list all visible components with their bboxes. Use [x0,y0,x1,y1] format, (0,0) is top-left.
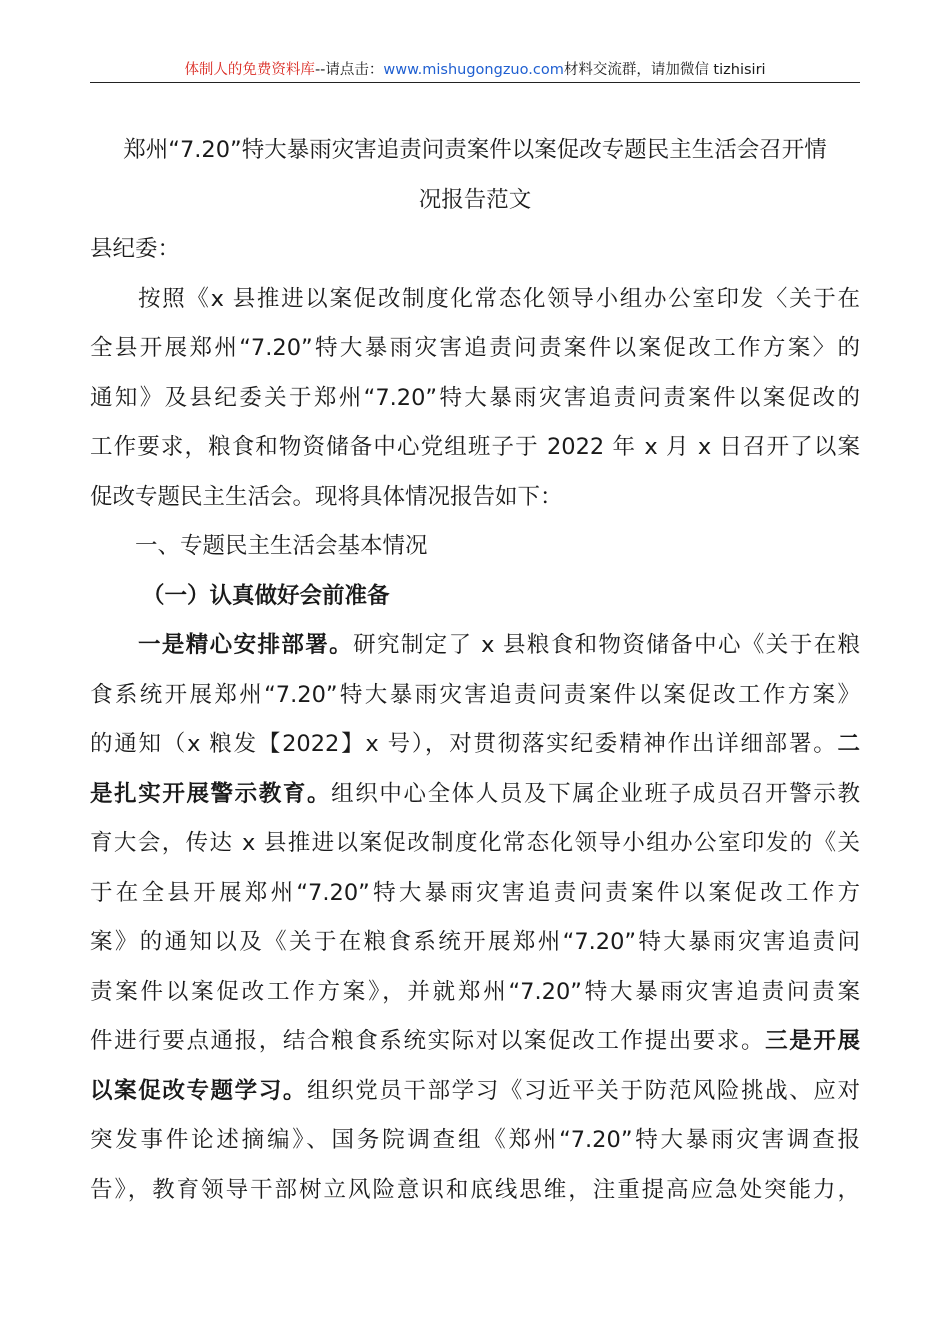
subsection-heading: （一）认真做好会前准备 [142,582,390,609]
header-divider [90,82,860,83]
intro-line: 按照《x 县推进以案促改制度化常态化领导小组办公室印发〈关于在 [138,285,860,312]
body-text: 研究制定了 x 县粮食和物资储备中心《关于在粮 [353,632,860,658]
header-prompt: --请点击： [314,62,384,78]
point-lead: 二 [837,731,860,757]
body-line: 于在全县开展郑州“7.20”特大暴雨灾害追责问责案件以案促改工作方 [90,879,860,906]
point-lead: 三是开展 [765,1028,860,1054]
body-line [90,1017,860,1067]
body-line [90,621,860,671]
document-title [90,126,860,225]
header-url-link[interactable]: www.mishugongzuo.com [383,62,564,78]
intro-paragraph [90,275,860,523]
body-text: 组织党员干部学习《习近平关于防范风险挑战、应对 [307,1077,860,1104]
body-line: 突发事件论述摘编》、国务院调查组《郑州“7.20”特大暴雨灾害调查报 [90,1127,860,1153]
body-line: 育大会，传达 x 县推进以案促改制度化常态化领导小组办公室印发的《关 [90,830,860,856]
title-line-2: 况报告范文 [418,186,532,213]
body-line: 案》的通知以及《关于在粮食系统开展郑州“7.20”特大暴雨灾害追责问 [90,929,860,955]
point-lead: 一是精心安排部署。 [138,632,354,658]
header-brand: 体制人的免费资料库 [184,62,315,78]
body-line [90,770,860,820]
intro-line: 促改专题民主生活会。现将具体情况报告如下： [90,483,563,510]
body-text: 组织中心全体人员及下属企业班子成员召开警示教 [331,780,860,807]
intro-line: 通知》及县纪委关于郑州“7.20”特大暴雨灾害追责问责案件以案促改的 [90,384,860,411]
body-line: 食系统开展郑州“7.20”特大暴雨灾害追责问责案件以案促改工作方案》 [90,681,860,708]
document-body [90,126,860,1215]
body-text: 件进行要点通报，结合粮食系统实际对以案促改工作提出要求。 [90,1028,766,1054]
body-line: 责案件以案促改工作方案》，并就郑州“7.20”特大暴雨灾害追责问责案 [90,978,860,1005]
page-header [90,56,860,84]
section-heading: 一、专题民主生活会基本情况 [135,533,428,559]
title-line-1: 郑州“7.20”特大暴雨灾害追责问责案件以案促改专题民主生活会召开情 [123,137,827,163]
body-line [90,720,860,770]
salutation: 县纪委： [90,236,181,262]
body-line: 告》，教育领导干部树立风险意识和底线思维，注重提高应急处突能力， [90,1176,860,1203]
header-tail: 材料交流群，请加微信 tizhisiri [563,62,766,78]
body-text: 的通知（x 粮发【2022】x 号），对贯彻落实纪委精神作出详细部署。 [90,731,838,757]
body-paragraph [90,621,860,1215]
body-line [90,1067,860,1117]
point-lead: 以案促改专题学习。 [90,1077,308,1104]
point-lead: 是扎实开展警示教育。 [90,780,332,807]
intro-line: 全县开展郑州“7.20”特大暴雨灾害追责问责案件以案促改工作方案〉的 [90,335,860,361]
intro-line: 工作要求，粮食和物资储备中心党组班子于 2022 年 x 月 x 日召开了以案 [90,434,860,460]
